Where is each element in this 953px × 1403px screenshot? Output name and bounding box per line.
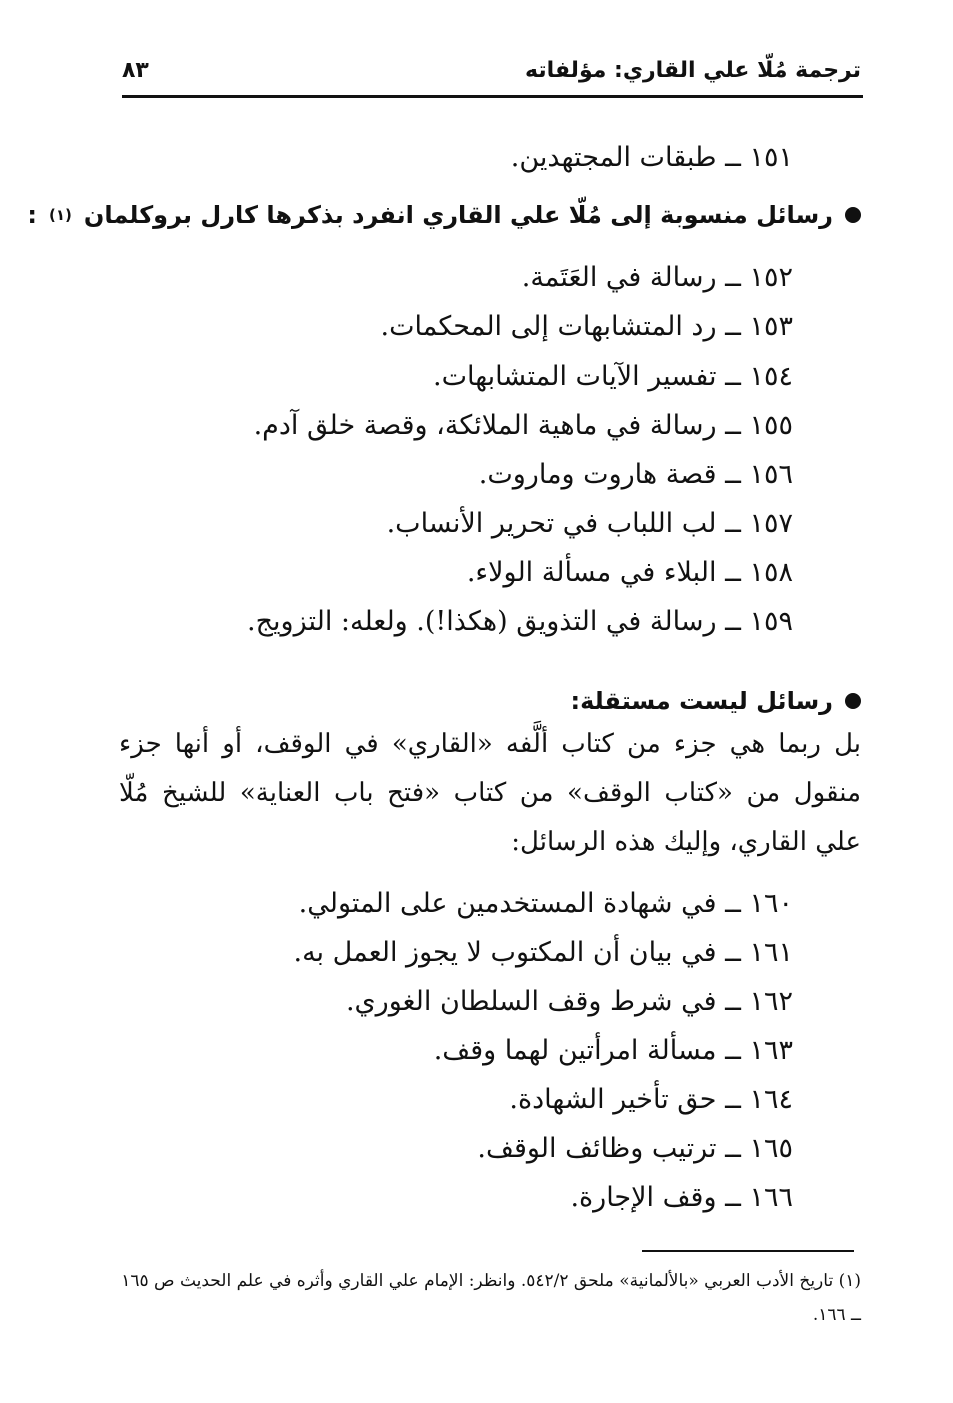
list-item: ١٦٠ ــ في شهادة المستخدمين على المتولي.: [298, 888, 793, 919]
list-item: ١٦١ ــ في بيان أن المكتوب لا يجوز العمل به.: [293, 937, 793, 968]
bullet-icon: [845, 207, 861, 223]
list-item: ١٥٨ ــ البلاء في مسألة الولاء.: [466, 557, 793, 588]
list-item: ١٦٤ ــ حق تأخير الشهادة.: [509, 1084, 793, 1115]
section-paragraph: بل ربما هي جزء من كتاب ألَّفه «القاري» في الوقف، أو أنها جزء منقول من «كتاب الوقف» من كتاب «فتح باب العناية» للشيخ مُلّا علي القاري، وإليك هذه الرسائل:: [119, 729, 861, 857]
list-item: ١٥٩ ــ رسالة في التذويق (هكذا!). ولعله: التزويج.: [247, 606, 793, 637]
section-heading-text: رسائل منسوبة إلى مُلّا علي القاري انفرد بذكرها كارل بروكلمان: [83, 201, 833, 229]
heading-colon: :: [27, 201, 37, 229]
list-item: ١٥٥ ــ رسالة في ماهية الملائكة، وقصة خلق آدم.: [253, 410, 793, 441]
footnote: (١) تاريخ الأدب العربي «بالألمانية» ملحق ٥٤٢/٢. وانظر: الإمام علي القاري وأثره في علم الحديث ص ١٦٥ ــ ١٦٦.: [121, 1271, 861, 1325]
list-item: ١٦٣ ــ مسألة امرأتين لهما وقف.: [433, 1035, 793, 1066]
list-item: ١٦٢ ــ في شرط وقف السلطان الغوري.: [345, 986, 793, 1017]
list-item: ١٥٣ ــ رد المتشابهات إلى المحكمات.: [380, 311, 793, 342]
footnote-reference: (١): [48, 206, 72, 224]
list-item: ١٥١ ــ طبقات المجتهدين.: [510, 142, 793, 173]
section-heading-text: رسائل ليست مستقلة:: [570, 687, 833, 715]
list-item: ١٥٤ ــ تفسير الآيات المتشابهات.: [432, 361, 793, 392]
list-item: ١٦٦ ــ وقف الإجارة.: [570, 1182, 793, 1213]
list-item: ١٥٧ ــ لب اللباب في تحرير الأنساب.: [386, 508, 793, 539]
list-item: ١٥٢ ــ رسالة في العَتَمة.: [521, 262, 793, 293]
header-rule: [122, 95, 863, 98]
list-item: ١٦٥ ــ ترتيب وظائف الوقف.: [477, 1133, 793, 1164]
footnote-rule: [642, 1250, 854, 1252]
running-header-title: ترجمة مُلّا علي القاري: مؤلفاته: [524, 58, 861, 83]
list-item: ١٥٦ ــ قصة هاروت وماروت.: [478, 459, 793, 490]
section-heading-attributed: [27, 198, 861, 232]
bullet-icon: [845, 693, 861, 709]
section-heading-non-independent: [570, 684, 861, 718]
page-number: ٨٣: [122, 58, 149, 83]
